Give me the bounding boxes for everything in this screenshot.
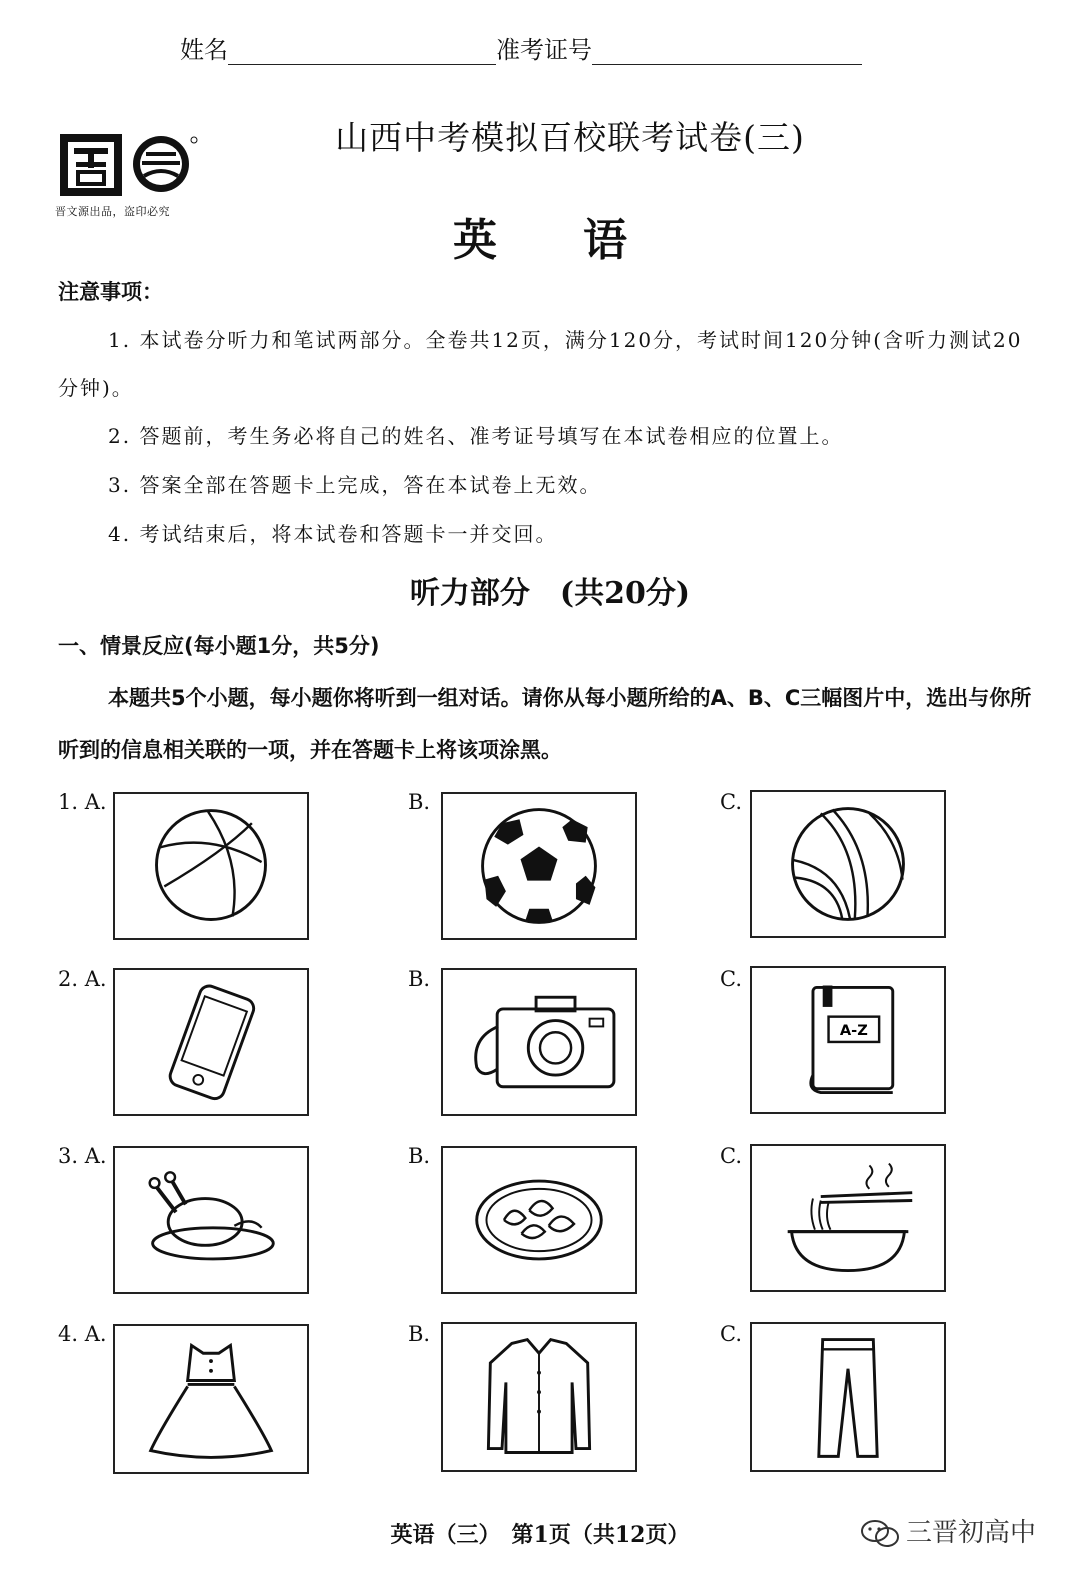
dress-icon bbox=[115, 1326, 307, 1472]
q1-option-b-frame[interactable] bbox=[441, 792, 637, 940]
watermark-text: 三晋初高中 bbox=[906, 1518, 1037, 1548]
notice-title: 注意事项： bbox=[58, 280, 163, 304]
logo-caption: 晋文源出品，盗印必究 bbox=[55, 205, 170, 218]
question-3-label: 3. A. bbox=[58, 1144, 107, 1168]
q1-option-b-label: B. bbox=[408, 790, 431, 814]
volleyball-icon bbox=[752, 792, 944, 936]
q2-option-a-frame[interactable] bbox=[113, 968, 309, 1116]
q4-option-c-label: C. bbox=[720, 1322, 742, 1346]
trousers-icon bbox=[752, 1324, 944, 1470]
q2-option-b-frame[interactable] bbox=[441, 968, 637, 1116]
q4-option-c-frame[interactable] bbox=[750, 1322, 946, 1472]
question-1-label: 1. A. bbox=[58, 790, 107, 814]
q3-option-c-frame[interactable] bbox=[750, 1144, 946, 1292]
notice-item-4: 4. 考试结束后，将本试卷和答题卡一并交回。 bbox=[108, 522, 558, 546]
notice-item-1: 1. 本试卷分听力和笔试两部分。全卷共12页，满分120分，考试时间120分钟(含听力测试20分钟)。 bbox=[58, 328, 1023, 400]
q3-option-a-frame[interactable] bbox=[113, 1146, 309, 1294]
notice-item-3: 3. 答案全部在答题卡上完成，答在本试卷上无效。 bbox=[108, 473, 602, 497]
phone-icon bbox=[115, 970, 307, 1114]
subject-title: 英语 bbox=[453, 215, 713, 266]
watermark bbox=[860, 1512, 1036, 1549]
dictionary-cover-text: A-Z bbox=[839, 1022, 868, 1040]
part1-title: 一、情景反应(每小题1分，共5分) bbox=[58, 634, 380, 658]
q3-option-b-label: B. bbox=[408, 1144, 431, 1168]
name-field-line bbox=[228, 40, 496, 65]
q4-option-a-frame[interactable] bbox=[113, 1324, 309, 1474]
question-4-label: 4. A. bbox=[58, 1322, 107, 1346]
header-fields bbox=[180, 30, 862, 65]
exam-id-label: 准考证号 bbox=[496, 36, 592, 64]
listening-section-title: 听力部分 (共20分) bbox=[409, 576, 691, 611]
blouse-icon bbox=[443, 1324, 635, 1470]
wechat-icon bbox=[860, 1519, 900, 1549]
roast-chicken-icon bbox=[115, 1148, 307, 1292]
q4-option-b-label: B. bbox=[408, 1322, 431, 1346]
q3-option-b-frame[interactable] bbox=[441, 1146, 637, 1294]
football-icon bbox=[443, 794, 635, 938]
q1-option-c-frame[interactable] bbox=[750, 790, 946, 938]
camera-icon bbox=[443, 970, 635, 1114]
basketball-icon bbox=[115, 794, 307, 938]
exam-title: 山西中考模拟百校联考试卷(三) bbox=[335, 118, 805, 157]
page-footer: 英语（三） 第1页（共12页） bbox=[390, 1522, 690, 1548]
q1-option-c-label: C. bbox=[720, 790, 742, 814]
exam-id-field-line bbox=[592, 40, 862, 65]
part1-instructions: 本题共5个小题，每小题你将听到一组对话。请你从每小题所给的A、B、C三幅图片中，选出与你所听到的信息相关联的一项，并在答题卡上将该项涂黑。 bbox=[58, 686, 1032, 762]
notice-item-2: 2. 答题前，考生务必将自己的姓名、准考证号填写在本试卷相应的位置上。 bbox=[108, 424, 844, 448]
q2-option-b-label: B. bbox=[408, 967, 431, 991]
name-label: 姓名 bbox=[180, 36, 228, 64]
q2-option-c-frame[interactable] bbox=[750, 966, 946, 1114]
dictionary-icon bbox=[752, 968, 944, 1112]
q4-option-b-frame[interactable] bbox=[441, 1322, 637, 1472]
noodles-icon bbox=[752, 1146, 944, 1290]
q3-option-c-label: C. bbox=[720, 1144, 742, 1168]
q1-option-a-frame[interactable] bbox=[113, 792, 309, 940]
q2-option-c-label: C. bbox=[720, 967, 742, 991]
dumplings-icon bbox=[443, 1148, 635, 1292]
question-2-label: 2. A. bbox=[58, 967, 107, 991]
